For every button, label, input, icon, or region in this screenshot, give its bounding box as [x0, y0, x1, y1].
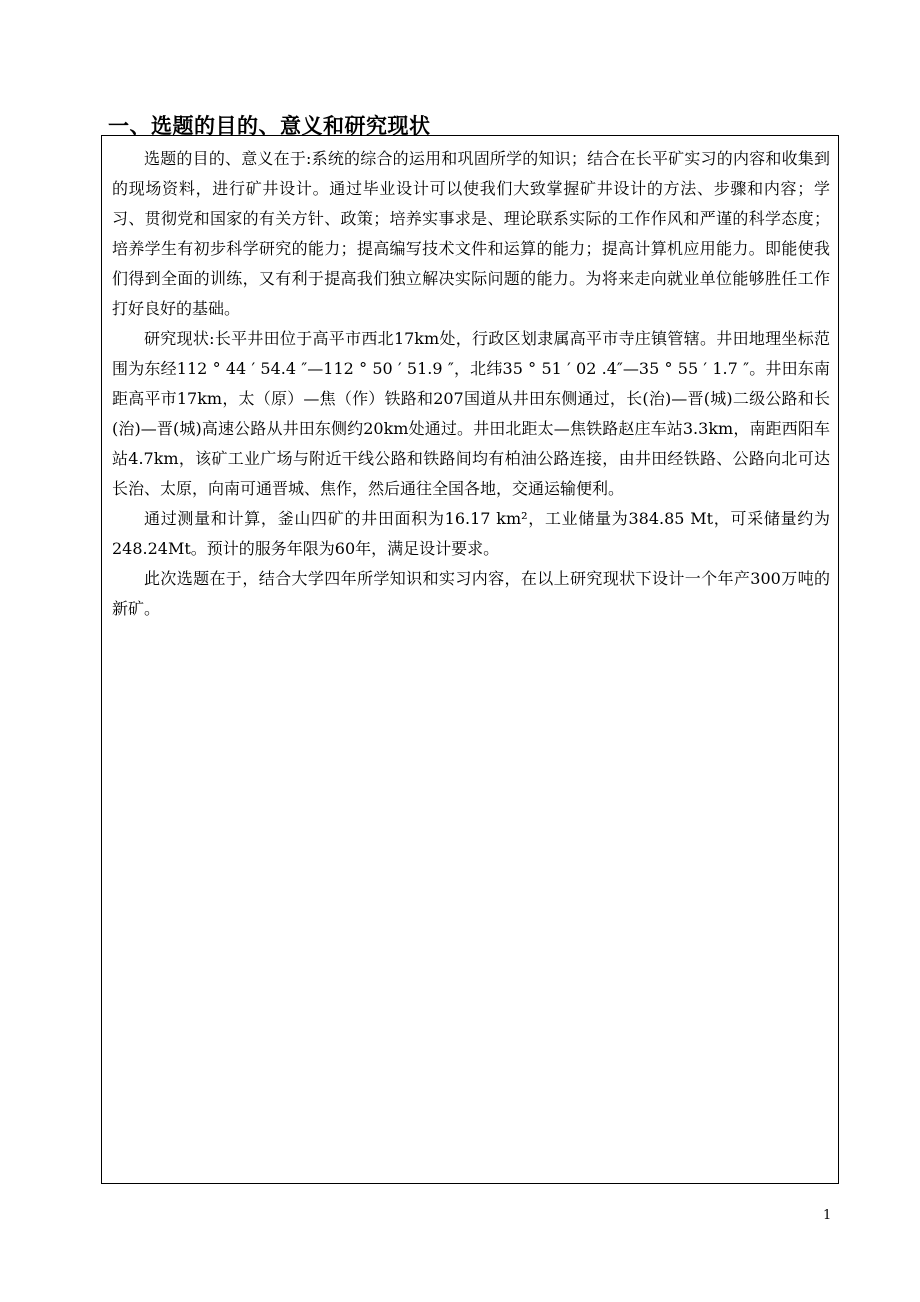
paragraph-research-status: 研究现状:长平井田位于高平市西北17km处，行政区划隶属高平市寺庄镇管辖。井田地理坐标范围为东经112 ° 44 ′ 54.4 ″—112 ° 50 ′ 51.9 ″，北纬35 ° 51 ′ 02 .4″—35 ° 55 ′ 1.7 ″。井田东南距高平市17km，太（原）—焦（作）铁路和207国道从井田东侧通过，长(治)—晋(城)二级公路和长(治)—晋(城)高速公路从井田东侧约20km处通过。井田北距太—焦铁路赵庄车站3.3km，南距西阳车站4.7km，该矿工业广场与附近干线公路和铁路间均有柏油公路连接，由井田经铁路、公路向北可达长治、太原，向南可通晋城、焦作，然后通往全国各地，交通运输便利。	[112, 329, 830, 498]
content-box	[101, 135, 839, 1184]
paragraph-purpose: 选题的目的、意义在于:系统的综合的运用和巩固所学的知识；结合在长平矿实习的内容和收集到的现场资料，进行矿井设计。通过毕业设计可以使我们大致掌握矿井设计的方法、步骤和内容；学习、贯彻党和国家的有关方针、政策；培养实事求是、理论联系实际的工作作风和严谨的科学态度；培养学生有初步科学研究的能力；提高编写技术文件和运算的能力；提高计算机应用能力。即能使我们得到全面的训练，又有利于提高我们独立解决实际问题的能力。为将来走向就业单位能够胜任工作打好良好的基础。	[112, 149, 830, 318]
paragraph-measurement: 通过测量和计算，釜山四矿的井田面积为16.17 km²，工业储量为384.85 Mt，可采储量约为248.24Mt。预计的服务年限为60年，满足设计要求。	[112, 509, 830, 558]
paragraph-conclusion: 此次选题在于，结合大学四年所学知识和实习内容，在以上研究现状下设计一个年产300万吨的新矿。	[112, 569, 830, 618]
page-number: 1	[823, 1208, 832, 1223]
section-heading: 一、选题的目的、意义和研究现状	[108, 114, 431, 138]
